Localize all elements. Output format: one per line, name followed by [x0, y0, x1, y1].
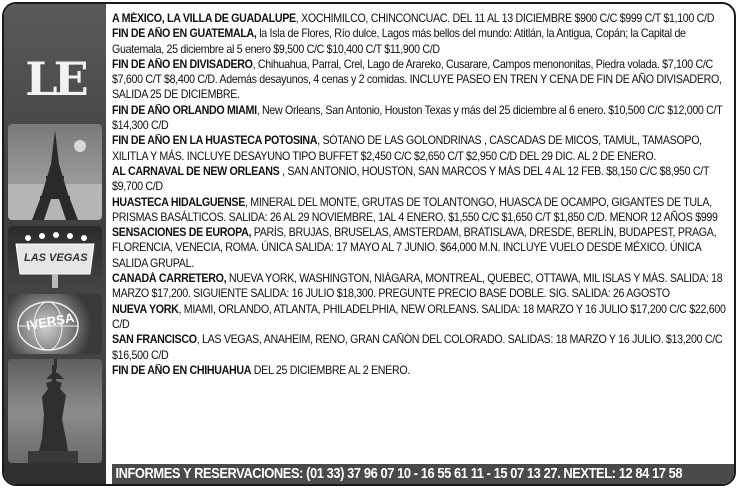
ad-frame — [2, 2, 736, 486]
tour-title: HUASTECA HIDALGUENSE — [112, 195, 246, 209]
tour-details: , Chihuahua, Parral, Crel, Lago de Arareko, Cusarare, Campos menononitas, Piedra volada. $7,100 C/C $7,600 C/T $8,400 C/D. Además desayunos, 4 cenas y 2 comidas. INCLUYE PASEO EN TREN Y CENA DE FIN DE AÑO DIVISADERO, SALIDA 25 DE DICIEMBRE. — [112, 57, 722, 102]
statue-of-liberty-photo — [8, 359, 102, 463]
tour-title: NUEVA YORK — [112, 302, 179, 316]
tour-title: FIN DE AÑO EN LA HUASTECA POTOSINA — [112, 134, 318, 148]
tour-item — [112, 302, 734, 333]
tour-details: NUEVA YORK, WASHINGTON, NIÁGARA, MONTREAL, QUEBEC, OTTAWA, MIL ISLAS Y MÁS. SALIDA: 18 MARZO $17,200. SIGUIENTE SALIDA: 16 JULIO $18,300. PREGUNTE PRECIO BASE DOBLE. SIG. SALIDA: 26 AGOSTO — [112, 272, 723, 301]
tour-item — [112, 11, 734, 26]
tour-details: , New Orleans, San Antonio, Houston Texas y más del 25 diciembre al 6 enero. $10,500 C/C $12,000 C/T $14,300 C/D — [112, 103, 723, 133]
contact-footer — [112, 464, 736, 484]
tour-item — [112, 57, 734, 103]
logo-text: LE — [25, 52, 85, 106]
tour-details: , MIAMI, ORLANDO, ATLANTA, PHILADELPHIA, NEW ORLEANS. SALIDA: 18 MARZO Y 16 JULIO $17,200 C/C $22,600 C/D — [112, 302, 726, 331]
tour-item — [112, 26, 734, 57]
tour-item — [112, 195, 734, 226]
tour-title: A MÉXICO, LA VILLA DE GUADALUPE — [112, 12, 296, 25]
tour-details: , LAS VEGAS, ANAHEIM, RENO, GRAN CAÑÓN DEL COLORADO. SALIDAS: 18 MARZO Y 16 JULIO. $13,200 C/C $16,500 C/D — [112, 333, 723, 362]
tour-item — [112, 133, 734, 164]
tour-item — [112, 164, 734, 195]
tour-details: , MINERAL DEL MONTE, GRUTAS DE TOLANTONGO, HUASCA DE OCAMPO, GIGANTES DE TULA, PRISMAS BASÁLTICOS. SALIDA: 26 AL 29 NOVIEMBRE, 1AL 4 ENERO. $1,550 C/C $1,650 C/T $1,850 C/D. MENOR 12 AÑOS $999 — [112, 195, 718, 224]
universal-text: IVERSA — [25, 309, 76, 334]
vegas-sign-text: LAS VEGAS — [24, 252, 88, 264]
photo-sidebar — [4, 4, 106, 484]
tour-item — [112, 363, 734, 378]
tour-item — [112, 103, 734, 134]
tour-item — [112, 332, 734, 363]
eiffel-tower-photo — [8, 124, 102, 220]
tour-title: FIN DE AÑO EN GUATEMALA, — [112, 27, 257, 41]
tour-details: , XOCHIMILCO, CHINCONCUAC. DEL 11 AL 13 DICIEMBRE $900 C/C $999 C/T $1,100 C/D — [295, 12, 715, 25]
tour-details: PARÍS, BRUJAS, BRUSELAS, AMSTERDAM, BRATISLAVA, DRESDE, BERLÍN, BUDAPEST, PRAGA, FLORENCIA, VENECIA, ROMA. ÚNICA SALIDA: 17 MAYO AL 7 JUNIO. $64,000 M.N. INCLUYE VUELO DESDE MÉXICO. ÚNICA SALIDA GRUPAL. — [112, 226, 717, 270]
tour-title: CANADÁ CARRETERO, — [112, 272, 227, 286]
tour-item — [112, 225, 734, 271]
tour-details: , SAN ANTONIO, HOUSTON, SAN MARCOS Y MÁS DEL 4 AL 12 FEB. $8,150 C/C $8,950 C/T $9,700 C/D — [112, 164, 709, 194]
tour-list — [112, 11, 734, 378]
agency-logo — [24, 44, 86, 114]
las-vegas-sign-photo — [8, 226, 102, 288]
tour-title: FIN DE AÑO ORLANDO MIAMI — [112, 103, 257, 117]
tour-title: AL CARNAVAL DE NEW ORLEANS — [112, 164, 280, 178]
universal-globe-photo — [8, 294, 102, 354]
tour-details: DEL 25 DICIEMBRE AL 2 ENERO. — [251, 363, 410, 377]
tour-title: FIN DE AÑO EN CHIHUAHUA — [112, 363, 252, 377]
tour-title: SAN FRANCISCO — [112, 333, 197, 347]
tour-title: FIN DE AÑO EN DIVISADERO — [112, 57, 253, 71]
tour-details: la Isla de Flores, Río dulce, Lagos más bellos del mundo: Atitlán, la Antigua, Copán; la Capital de Guatemala, 25 diciembre al 5 enero $9,500 C/C $10,400 C/T $11,900 C/D — [112, 27, 686, 56]
contact-info: INFORMES Y RESERVACIONES: (01 33) 37 96 07 10 - 16 55 61 11 - 15 07 13 27. NEXTEL: 12 84 17 58 — [115, 465, 683, 482]
tour-item — [112, 271, 734, 302]
tour-title: SENSACIONES DE EUROPA, — [112, 226, 252, 240]
tour-details: , SÓTANO DE LAS GOLONDRINAS , CASCADAS DE MICOS, TAMUL, TAMASOPO, XILITLA Y MÁS. INCLUYE DESAYUNO TIPO BUFFET $2,450 C/C $2,650 C/T $2,950 C/D DEL 29 DIC. AL 2 DE ENERO. — [112, 134, 702, 163]
